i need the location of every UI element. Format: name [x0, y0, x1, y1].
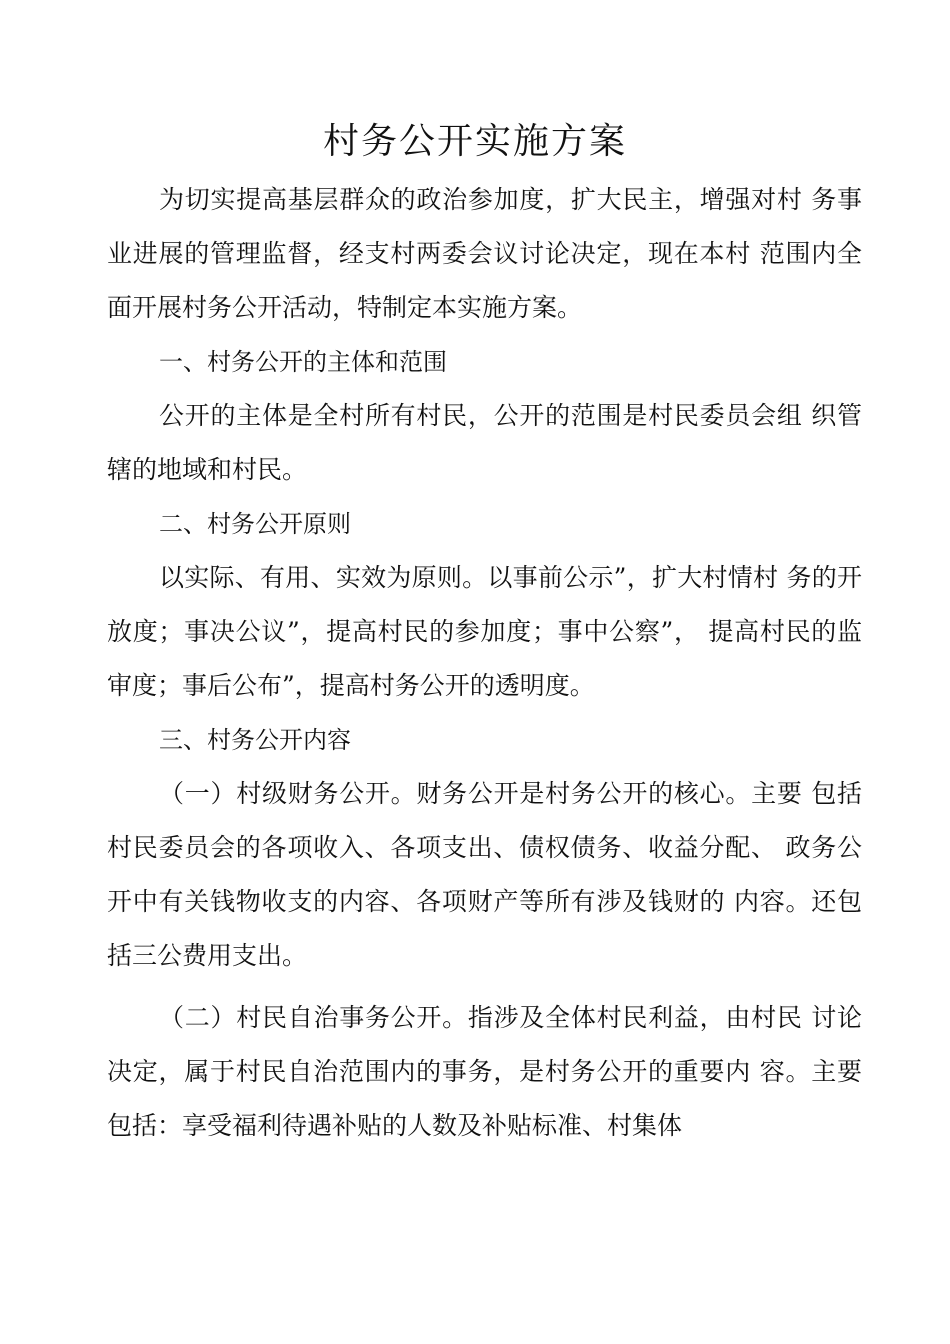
- section-heading-2: 二、村务公开原则: [159, 510, 351, 538]
- autonomy-paragraph: （二）村民自治事务公开。指涉及全体村民利益，由村民 讨论决定，属于村民自治范围内的事务，是村务公开的重要内 容。主要包括：享受福利待遇补贴的人数及补贴标准、村集体: [107, 1003, 862, 1140]
- document-title: 村务公开实施方案: [322, 121, 627, 162]
- section-heading-3: 三、村务公开内容: [159, 726, 351, 754]
- finance-paragraph: （一）村级财务公开。财务公开是村务公开的核心。主要 包括村民委员会的各项收入、各项支出、债权债务、收益分配、 政务公开中有关钱物收支的内容、各项财产等所有涉及钱财的 内容。还包括三公费用支出。: [107, 779, 862, 970]
- paragraph-spacer: [107, 983, 862, 991]
- section-heading-1: 一、村务公开的主体和范围: [159, 348, 447, 376]
- document-body: [107, 173, 862, 1153]
- scope-paragraph: 公开的主体是全村所有村民，公开的范围是村民委员会组 织管辖的地域和村民。: [107, 401, 862, 484]
- intro-paragraph: 为切实提高基层群众的政治参加度，扩大民主，增强对村 务事业进展的管理监督，经支村两委会议讨论决定，现在本村 范围内全面开展村务公开活动，特制定本实施方案。: [107, 185, 862, 322]
- principles-paragraph: 以实际、有用、实效为原则。以事前公示”，扩大村情村 务的开放度；事决公议”，提高村民的参加度；事中公察”， 提高村民的监审度；事后公布”，提高村务公开的透明度。: [107, 563, 862, 700]
